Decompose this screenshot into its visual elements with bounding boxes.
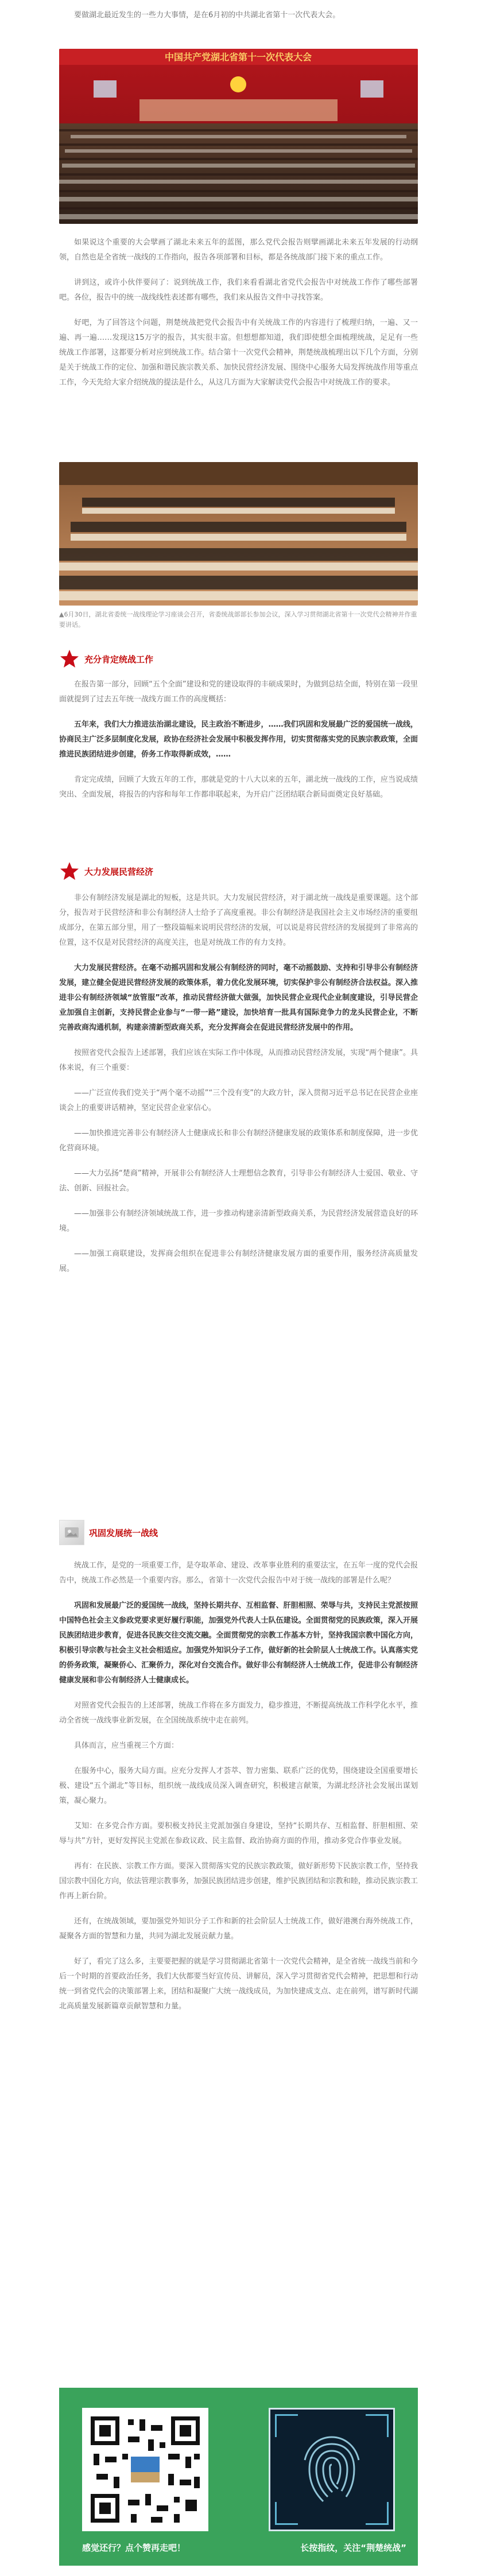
section-thumbnail [59, 1520, 84, 1545]
intro-para: 要做湖北最近发生的一些力大事情，是在6月初的中共湖北省第十一次代表大会。 [74, 11, 340, 20]
intro-para: 讲到这，或许小伙伴要问了：说到统战工作，我们来看看湖北省党代会报告中对统战工作作了哪些部署吧。各位，报告中的统一战线线性表述都有哪些，我们来从报告文件中寻找答案。 [59, 278, 418, 302]
section-title: 充分肯定统战工作 [84, 654, 154, 665]
section-para: 在报告第一部分，回顾“五个全面”建设和党的建设取得的丰硕成果时，为做到总结全面，特别在第一段里面就提到了过去五年统一战线方面工作的高度概括： [59, 680, 418, 704]
photo-caption: ▲6月30日，湖北省委统一战线理论学习座谈会召开，省委统战部部长参加会议，深入学习贯彻湖北省第十一次党代会精神并作重要讲话。 [59, 611, 417, 629]
red-star-icon [59, 861, 80, 882]
intro-block-1 [59, 8, 418, 23]
red-star-icon [59, 649, 80, 669]
congress-hall-image [59, 49, 418, 224]
section-title: 大力发展民营经济 [84, 866, 154, 877]
section-body-1 [59, 677, 418, 802]
fingerprint-icon [270, 2410, 393, 2530]
symposium-photo [59, 462, 418, 606]
section-para: 好了，看完了这么多，主要要把握的就是学习贯彻湖北省第十一次党代会精神，是全省统一战线当前和今后一个时期的首要政治任务，我们大伙都要当好宣传员、讲解员，深入学习贯彻省党代会精神，把思想和行动统一到省党代会的决策部署上来，团结和凝聚广大统一战线成员，为加快建成支点、走在前列，谱写新时代湖北高质量发展新篇章贡献智慧和力量。 [59, 1957, 418, 2011]
section-para: 肯定完成绩，回顾了大致五年的工作，那就是党的十八大以来的五年，湖北统一战线的工作，应当说成绩突出、全面发展，将报告的内容和每年工作都串联起来，为开启广泛团结联合新局面奠定良好基础。 [59, 775, 418, 799]
section-para-bold: 五年来，我们大力推进法治湖北建设，民主政治不断进步，……我们巩固和发展最广泛的爱国统一战线，协商民主广泛多层制度化发展，政协在经济社会发展中积极发挥作用，切实贯彻落实党的民族宗教政策，全面推进民族团结进步创建，侨务工作取得新成效，…… [59, 720, 418, 759]
section-para: 按照省党代会报告上述部署，我们应该在实际工作中体现，从而推动民营经济发展，实现“两个健康”。具体来说，有三个重要： [59, 1049, 418, 1072]
section-para: 统战工作，是党的一项重要工作，是夺取革命、建设、改革事业胜利的重要法宝，在五年一度的党代会报告中，统战工作必然是一个重要内容。那么，省第十一次党代会报告中对于统一战线的部署是什么呢？ [59, 1561, 418, 1585]
meeting-room-image [59, 462, 418, 606]
section-para: ——加强非公有制经济领域统战工作，进一步推动构建亲清新型政商关系，为民营经济发展营造良好的环境。 [59, 1209, 418, 1233]
section-para: ——大力弘扬“楚商”精神，开展非公有制经济人士理想信念教育，引导非公有制经济人士爱国、敬业、守法、创新、回报社会。 [59, 1169, 418, 1193]
section-para-bold: 巩固和发展最广泛的爱国统一战线，坚持长期共存、互相监督、肝胆相照、荣辱与共，支持民主党派按照中国特色社会主义参政党要求更好履行职能，加强党外代表人士队伍建设。全面贯彻党的民族政策，深入开展民族团结进步教育，促进各民族交往交流交融。全面贯彻党的宗教工作基本方针，坚持我国宗教中国化方向，积极引导宗教与社会主义社会相适应。加强党外知识分子工作，做好新的社会阶层人士统战工作。认真落实党的侨务政策，凝聚侨心、汇聚侨力，深化对台交流合作。做好非公有制经济人士统战工作，促进非公有制经济健康发展和非公有制经济人士健康成长。 [59, 1601, 418, 1685]
fingerprint-panel[interactable] [269, 2408, 395, 2531]
banner-text: 中国共产党湖北省第十一次代表大会 [164, 52, 312, 63]
section-para: ——加强工商联建设，发挥商会组织在促进非公有制经济健康发展方面的重要作用，服务经济高质量发展。 [59, 1250, 418, 1273]
intro-para: 好吧，为了回答这个问题，荆楚统战把党代会报告中有关统战工作的内容进行了梳理归纳，一遍、又一遍、再一遍……发现这15万字的报告，其实很丰富。但想想都知道，我们即使想全面梳理统战，足足有一些统战工作部署，这都要分析对应到统战工作。结合第十一次党代会精神，荆楚统战梳理出以下几个方面，分别是关于统战工作的定位、加强和谐民族宗教关系、加快民营经济发展、围绕中心服务大局发挥统战作用等重点工作，今天先给大家介绍统战的提法是什么，从这几方面为大家解读党代会报告中对统战工作的要求。 [59, 319, 418, 387]
section-header-1 [59, 647, 153, 670]
section-header-2 [59, 860, 153, 883]
section-body-2 [59, 891, 418, 1277]
photo-icon [63, 1524, 80, 1541]
section-para: 还有，在统战领域，要加强党外知识分子工作和新的社会阶层人士统战工作，做好港澳台海外统战工作，凝聚各方面的智慧和力量，共同为湖北发展贡献力量。 [59, 1917, 418, 1941]
section-para: 具体而言，应当重视三个方面： [74, 1741, 179, 1750]
symposium-caption [59, 610, 418, 630]
section-para: 艾知：在多党合作方面。要积极支持民主党派加强自身建设，坚持“长期共存、互相监督、肝胆相照、荣辱与共”方针，更好发挥民主党派在参政议政、民主监督、政治协商方面的作用，推动多党合作事业发展。 [59, 1822, 418, 1845]
congress-photo [59, 49, 418, 224]
section-para-bold: 大力发展民营经济。在毫不动摇巩固和发展公有制经济的同时，毫不动摇鼓励、支持和引导非公有制经济发展，建立健全促进民营经济发展的政策体系，着力优化发展环境，切实保护非公有制经济合法权益。深入推进非公有制经济领域“放管服”改革，推动民营经济做大做强，加快民营企业现代企业制度建设，引导民营企业加强自主创新，支持民营企业参与“一带一路”建设，加快培育一批具有国际竞争力的龙头民营企业，不断完善政商沟通机制，构建亲清新型政商关系，充分发挥商会在促进民营经济发展中的作用。 [59, 964, 418, 1032]
follow-prompt: 长按指纹，关注“荆楚统战” [300, 2543, 406, 2553]
section-body-3 [59, 1558, 418, 2014]
intro-block-2 [59, 235, 418, 390]
section-para: ——加快推进完善非公有制经济人士健康成长和非公有制经济健康发展的政策体系和制度保障，进一步优化营商环境。 [59, 1129, 418, 1153]
qr-code-icon [82, 2408, 208, 2531]
section-para: 在服务中心，服务大局方面。应充分发挥人才荟萃、智力密集、联系广泛的优势，围绕建设全国重要增长极、建设“五个湖北”等目标，组织统一战线成员深入调查研究，积极建言献策，为湖北经济社会发展出谋划策，凝心聚力。 [59, 1767, 418, 1805]
section-para: 对照省党代会报告的上述部署，统战工作将在多方面发力，稳步推进，不断提高统战工作科学化水平，推动全省统一战线事业新发展，在全国统战系统中走在前列。 [59, 1701, 418, 1725]
like-prompt: 感觉还行？点个赞再走吧！ [82, 2543, 186, 2553]
section-title: 巩固发展统一战线 [89, 1527, 158, 1538]
section-para: 再有：在民族、宗教工作方面。要深入贯彻落实党的民族宗教政策，做好新形势下民族宗教工作，坚持我国宗教中国化方向，依法管理宗教事务，加强民族团结进步创建，维护民族团结和宗教和睦，推动民族宗教工作再上新台阶。 [59, 1862, 418, 1900]
section-para: 非公有制经济发展是湖北的短板，这是共识。大力发展民营经济，对于湖北统一战线是重要课题。这个部分，报告对于民营经济和非公有制经济人士给予了高度重视。非公有制经济是我国社会主义市场经济的重要组成部分，在第五部分里，用了一整段篇幅来说明民营经济的发展，可以说是将民营经济的发展提到了非常高的位置，这不仅是对民营经济的高度关注，也是对统战工作的有力支持。 [59, 894, 418, 947]
footer-banner [59, 2388, 418, 2566]
section-para: ——广泛宣传我们党关于“两个毫不动摇”“三个没有变”的大政方针，深入贯彻习近平总书记在民营企业座谈会上的重要讲话精神，坚定民营企业家信心。 [59, 1089, 418, 1112]
intro-para: 如果说这个重要的大会擘画了湖北未来五年的蓝图，那么党代会报告则擘画湖北未来五年发展的行动纲领，自然也是全省统一战线的工作指向，报告各项部署和目标，都是各统战部门接下来的重点工作。 [59, 238, 418, 262]
section-header-3 [59, 1521, 158, 1544]
qr-code[interactable] [82, 2408, 208, 2531]
